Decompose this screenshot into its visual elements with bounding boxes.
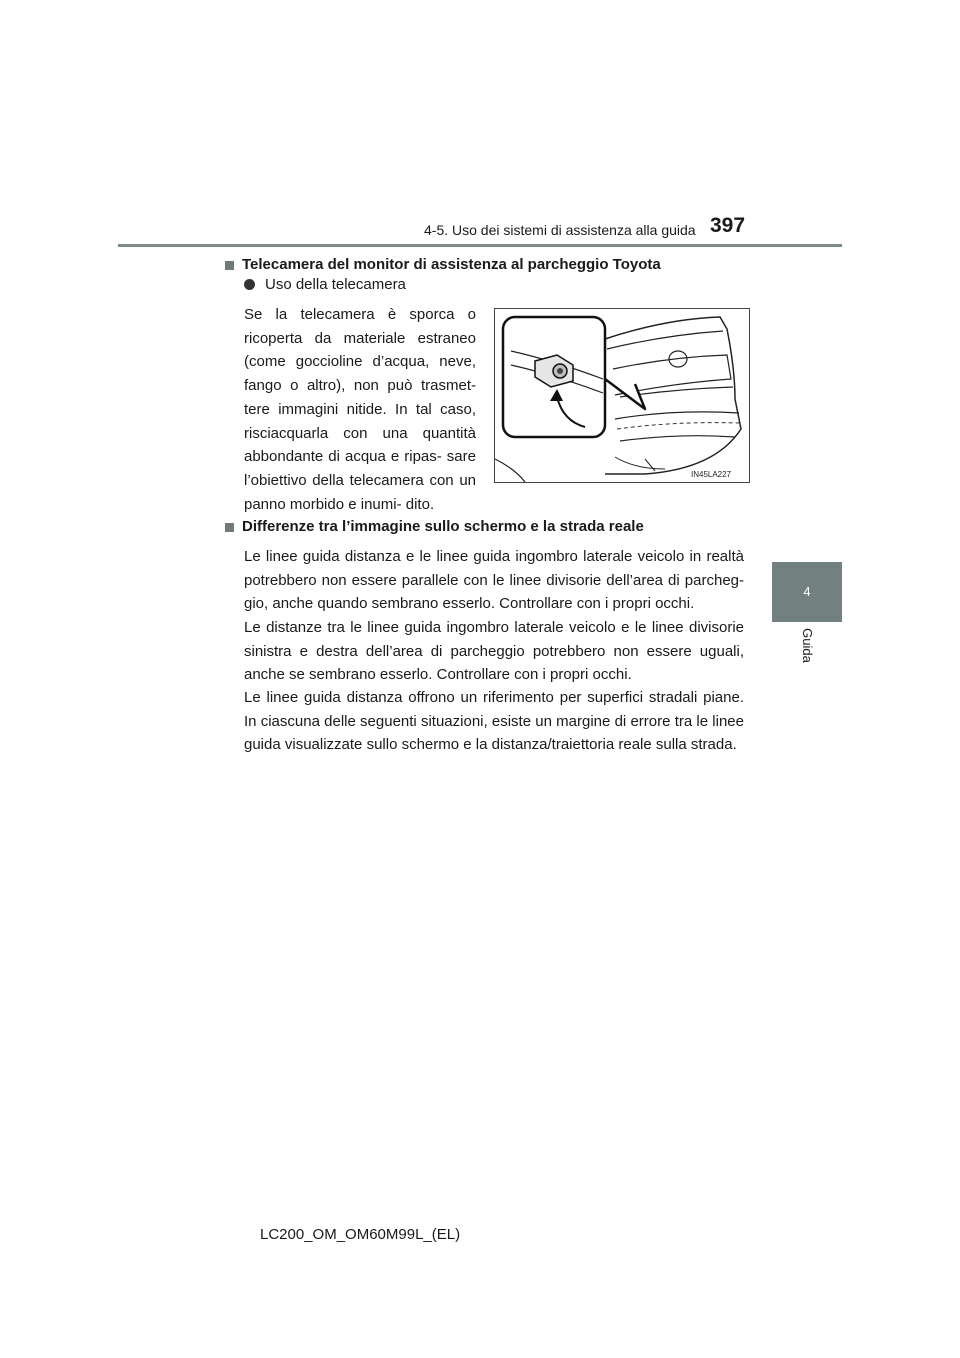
paragraph-parallel-lines: Le linee guida distanza e le linee guida ingombro laterale veicolo in realtà potrebbero non essere parallele con le linee divisorie dell’area di parcheg- gio, anche quando sembrano esserlo. Controllare con i propri occhi. [244, 548, 744, 612]
rear-camera-drawing [495, 309, 749, 482]
bullet-item-camera-use [244, 276, 406, 293]
footer-doc-code: LC200_OM_OM60M99L_(EL) [260, 1226, 461, 1243]
chapter-tab [772, 562, 842, 622]
chapter-label: Guida [799, 627, 815, 663]
section-heading-text: Differenze tra l’immagine sullo schermo e la strada reale [242, 518, 644, 535]
section-heading-differences [225, 518, 644, 535]
round-bullet-icon [244, 279, 255, 290]
square-bullet-icon [225, 523, 234, 532]
paragraph-distances: Le distanze tra le linee guida ingombro laterale veicolo e le linee divisorie sinistra e destra dell’area di parcheggio potrebbero non essere uguali, anche se sembrano esserlo. Controllare con i propri occhi. [244, 619, 744, 683]
section-heading-text: Telecamera del monitor di assistenza al parcheggio Toyota [242, 256, 661, 273]
header-rule [118, 244, 842, 247]
bullet-item-text: Uso della telecamera [265, 276, 406, 293]
page-number: 397 [710, 214, 746, 237]
paragraph-flat-surfaces: Le linee guida distanza offrono un riferimento per superfici stradali piane. In ciascuna delle seguenti situazioni, esiste un margine di errore tra le linee guida visualizzate sullo schermo e la distanza/traiettoria reale sulla strada. [244, 689, 744, 753]
figure-code: IN45LA227 [691, 470, 732, 479]
square-bullet-icon [225, 261, 234, 270]
chapter-number: 4 [803, 584, 811, 599]
camera-illustration [494, 308, 750, 483]
header-section-title: 4-5. Uso dei sistemi di assistenza alla guida [424, 222, 696, 238]
camera-cleaning-paragraph: Se la telecamera è sporca o ricoperta da materiale estraneo (come goccioline d’acqua, neve, fango o altro), non può trasmet- tere immagini nitide. In tal caso, risciacquarla con una quantità abbondante di acqua e ripas- sare l’obiettivo della telecamera con un panno morbido e inumi- dito. [244, 306, 476, 513]
section-heading-camera [225, 256, 661, 273]
chapter-label-container [772, 620, 842, 670]
